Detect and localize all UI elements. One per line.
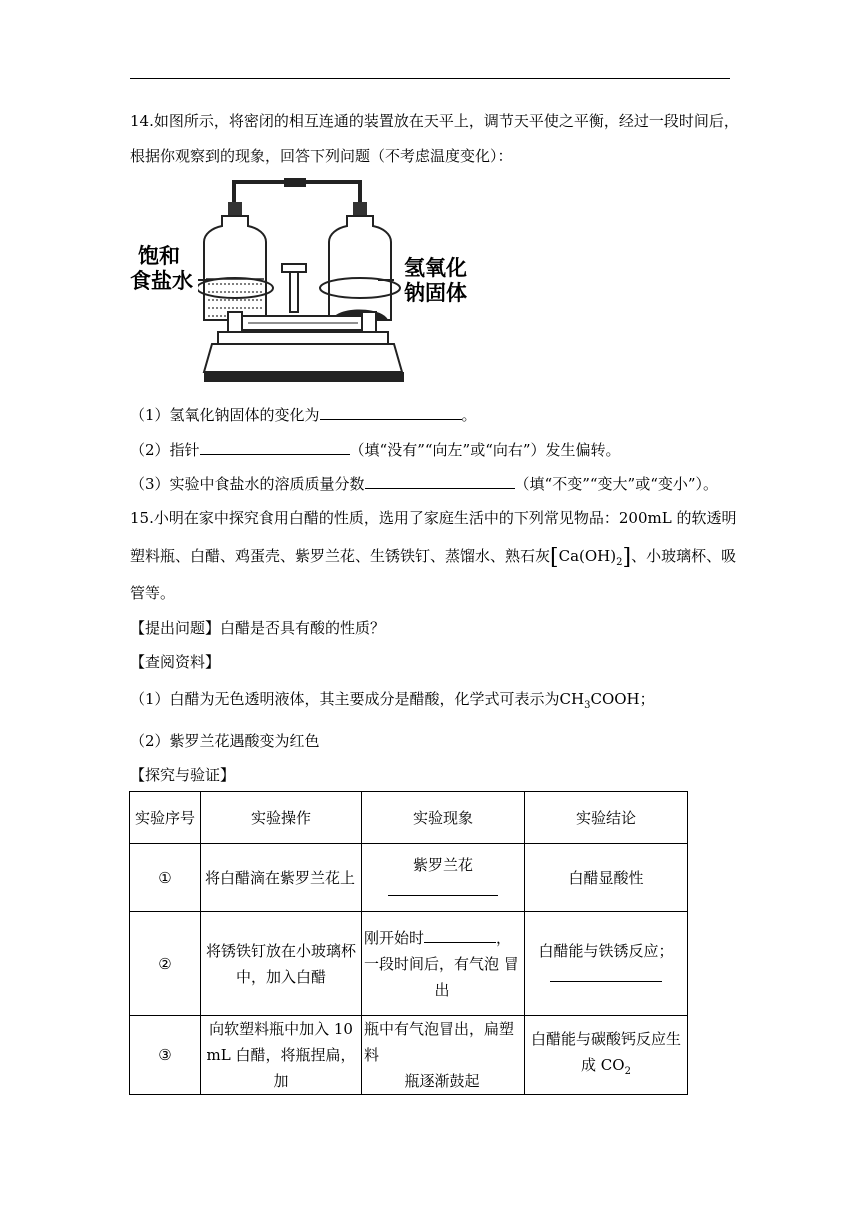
phenomenon-line2: 瓶逐渐鼓起: [404, 1072, 480, 1090]
formula-bracket-open: [: [550, 545, 559, 570]
operation-line1: 向软塑料瓶中加入 10: [209, 1020, 353, 1038]
answer-blank-1[interactable]: [320, 405, 462, 420]
phenomenon-line1-end: ，: [496, 928, 512, 947]
figure-label-left: [130, 244, 193, 294]
q14-stem-line2: 根据你观察到的现象，回答下列问题（不考虑温度变化）：: [130, 147, 513, 165]
q15-ref1-text: （1）白醋为无色透明液体，其主要成分是醋酸，化学式可表示为: [130, 690, 560, 708]
answer-blank-5[interactable]: [424, 928, 496, 943]
table-row: [130, 912, 688, 1016]
operation-line2: 中，加入白醋: [235, 967, 326, 986]
q15-line3: 管等。: [130, 584, 176, 602]
formula-caoh2: Ca(OH): [558, 547, 617, 565]
q14-sub3-suffix: （填“不变”“变大”或“变小”）。: [514, 475, 719, 493]
right-label-line1: 氢氧化: [404, 256, 467, 280]
table-row: [130, 1016, 688, 1095]
phenomenon-line2: 一段时间后，有气泡 冒: [364, 954, 519, 973]
q15-question: 【提出问题】白醋是否具有酸的性质？: [130, 619, 386, 637]
row-operation: 将白醋滴在紫罗兰花上: [201, 844, 362, 912]
q14-stem-line1: 14.如图所示，将密闭的相互连通的装置放在天平上，调节天平使之平衡，经过一段时间后，: [130, 112, 739, 130]
q15-ref1-end: ；: [639, 690, 655, 708]
q14-sub1: [130, 405, 477, 425]
row-operation: [201, 1016, 362, 1095]
figure-label-right: [404, 256, 467, 306]
q14-sub1-prefix: （1）氢氧化钠固体的变化为: [130, 406, 320, 424]
q15-line1: 15.小明在家中探究食用白醋的性质，选用了家庭生活中的下列常见物品：200mL 的软透明: [130, 509, 737, 527]
q14-sub3: [130, 474, 718, 494]
right-label-line2: 钠固体: [404, 281, 467, 305]
formula-ch3cooh-a: CH: [559, 690, 585, 708]
conclusion-line1: 白醋能与碳酸钙反应生: [530, 1029, 681, 1048]
formula-ch3cooh-subscript: 3: [584, 700, 591, 711]
left-label-line2: 食盐水: [130, 269, 193, 293]
answer-blank-4[interactable]: [388, 881, 498, 896]
formula-caoh2-subscript: 2: [616, 557, 623, 568]
tube-clamp-icon: [284, 178, 306, 187]
row-phenomenon: [362, 844, 525, 912]
formula-ch3cooh-b: COOH: [590, 690, 640, 708]
q15-reference-heading: 【查阅资料】: [130, 653, 221, 671]
phenomenon-line1: 瓶中有气泡冒出，扁塑料: [364, 1020, 515, 1064]
answer-blank-3[interactable]: [365, 474, 515, 489]
answer-blank-6[interactable]: [550, 967, 662, 982]
operation-line1: 将锈铁钉放在小玻璃杯: [205, 941, 356, 960]
q15-ref1: [130, 689, 655, 716]
header-cell: 实验操作: [201, 792, 362, 844]
table-header-row: [130, 792, 688, 844]
row-phenomenon: [362, 1016, 525, 1095]
q14-sub3-prefix: （3）实验中食盐水的溶质质量分数: [130, 475, 365, 493]
phenomenon-text: 紫罗兰花: [412, 855, 473, 874]
row-number: ②: [130, 912, 201, 1016]
row-number: ①: [130, 844, 201, 912]
q14-sub2: [130, 440, 621, 460]
row-conclusion: 白醋显酸性: [525, 844, 688, 912]
q14-sub2-suffix: （填“没有”“向左”或“向右”）发生偏转。: [349, 441, 621, 459]
row-operation: [201, 912, 362, 1016]
answer-blank-2[interactable]: [200, 440, 350, 455]
experiment-table: [129, 791, 688, 1095]
q14-sub1-suffix: 。: [461, 406, 477, 424]
row-conclusion: [525, 1016, 688, 1095]
conclusion-text: 白醋能与铁锈反应；: [538, 941, 674, 960]
formula-bracket-close: ]: [622, 545, 632, 570]
header-cell: 实验现象: [362, 792, 525, 844]
row-number: ③: [130, 1016, 201, 1095]
conclusion-co2: 成 CO: [581, 1055, 625, 1074]
left-label-line1: 饱和: [138, 244, 180, 268]
header-cell: 实验序号: [130, 792, 201, 844]
q15-ref2: （2）紫罗兰花遇酸变为红色: [130, 732, 320, 750]
header-rule: [130, 78, 730, 79]
q15-explore-heading: 【探究与验证】: [130, 766, 236, 784]
phenomenon-line3: 出: [434, 980, 450, 999]
q15-line2: [130, 546, 736, 573]
conclusion-co2-subscript: 2: [624, 1065, 631, 1077]
operation-line2: mL 白醋，将瓶捏扁， 加: [206, 1046, 356, 1090]
q14-sub2-prefix: （2）指针: [130, 441, 200, 459]
table-row: [130, 844, 688, 912]
row-conclusion: [525, 912, 688, 1016]
phenomenon-line1: 刚开始时: [364, 928, 425, 947]
header-cell: 实验结论: [525, 792, 688, 844]
row-phenomenon: [362, 912, 525, 1016]
q15-line2-tail: 、小玻璃杯、吸: [631, 547, 737, 565]
q15-line2-text: 塑料瓶、白醋、鸡蛋壳、紫罗兰花、生锈铁钉、蒸馏水、熟石灰: [130, 547, 551, 565]
